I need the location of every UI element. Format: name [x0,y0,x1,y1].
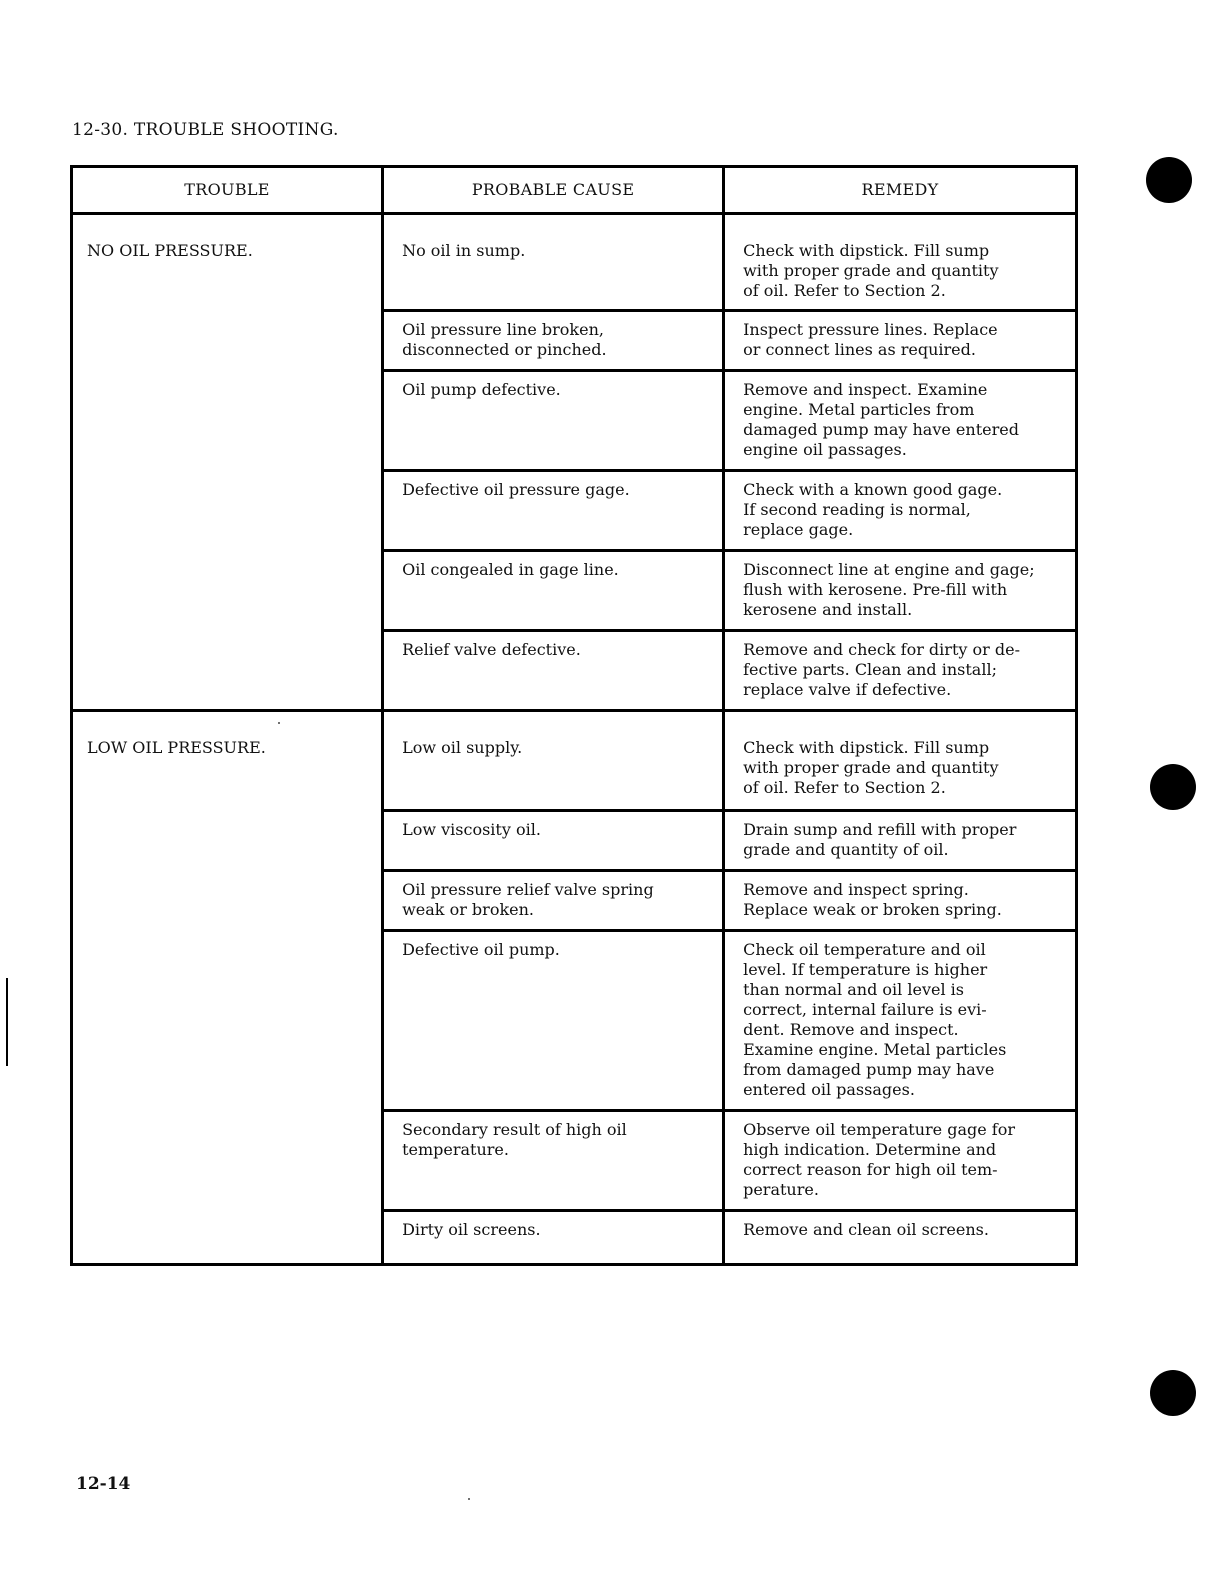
remedy-cell: Remove and inspect. Examine engine. Metal particles from damaged pump may have entered engine oil passages. [724,371,1077,471]
cause-cell: Defective oil pump. [383,931,724,1111]
remedy-cell: Check oil temperature and oil level. If temperature is higher than normal and oil level is correct, internal failure is evi- dent. Remove and inspect. Examine engine. Metal particles from damaged pump may have entered oil passages. [724,931,1077,1111]
remedy-cell: Inspect pressure lines. Replace or connect lines as required. [724,311,1077,371]
margin-change-bar [6,978,8,1066]
remedy-cell: Remove and clean oil screens. [724,1211,1077,1265]
remedy-cell: Remove and check for dirty or de- fective parts. Clean and install; replace valve if defective. [724,631,1077,711]
binder-hole-middle [1150,764,1196,810]
cause-cell: Oil congealed in gage line. [383,551,724,631]
cause-cell: Oil pump defective. [383,371,724,471]
header-trouble: TROUBLE [72,167,383,214]
remedy-cell: Check with a known good gage. If second reading is normal, replace gage. [724,471,1077,551]
cause-cell: No oil in sump. [383,214,724,311]
cause-cell: Secondary result of high oil temperature. [383,1111,724,1211]
remedy-cell: Disconnect line at engine and gage; flush with kerosene. Pre-fill with kerosene and install. [724,551,1077,631]
header-probable-cause: PROBABLE CAUSE [383,167,724,214]
trouble-low-oil-pressure: LOW OIL PRESSURE. [72,711,383,1265]
scan-speck [468,1498,470,1500]
table-row [72,214,1077,311]
page-number: 12-14 [76,1474,131,1494]
cause-cell: Relief valve defective. [383,631,724,711]
scan-speck [278,722,280,724]
binder-hole-bottom [1150,1370,1196,1416]
cause-cell: Dirty oil screens. [383,1211,724,1265]
header-remedy: REMEDY [724,167,1077,214]
cause-cell: Low viscosity oil. [383,811,724,871]
cause-cell: Low oil supply. [383,711,724,811]
trouble-no-oil-pressure: NO OIL PRESSURE. [72,214,383,711]
remedy-cell: Check with dipstick. Fill sump with proper grade and quantity of oil. Refer to Section 2. [724,711,1077,811]
binder-hole-top [1146,157,1192,203]
cause-cell: Oil pressure line broken, disconnected or pinched. [383,311,724,371]
remedy-cell: Check with dipstick. Fill sump with proper grade and quantity of oil. Refer to Section 2. [724,214,1077,311]
remedy-cell: Drain sump and refill with proper grade and quantity of oil. [724,811,1077,871]
table-header-row [72,167,1077,214]
cause-cell: Defective oil pressure gage. [383,471,724,551]
troubleshooting-table [70,165,1078,1266]
remedy-cell: Remove and inspect spring. Replace weak or broken spring. [724,871,1077,931]
cause-cell: Oil pressure relief valve spring weak or broken. [383,871,724,931]
table-row [72,711,1077,811]
remedy-cell: Observe oil temperature gage for high indication. Determine and correct reason for high oil tem- perature. [724,1111,1077,1211]
section-title: 12-30. TROUBLE SHOOTING. [72,120,339,140]
